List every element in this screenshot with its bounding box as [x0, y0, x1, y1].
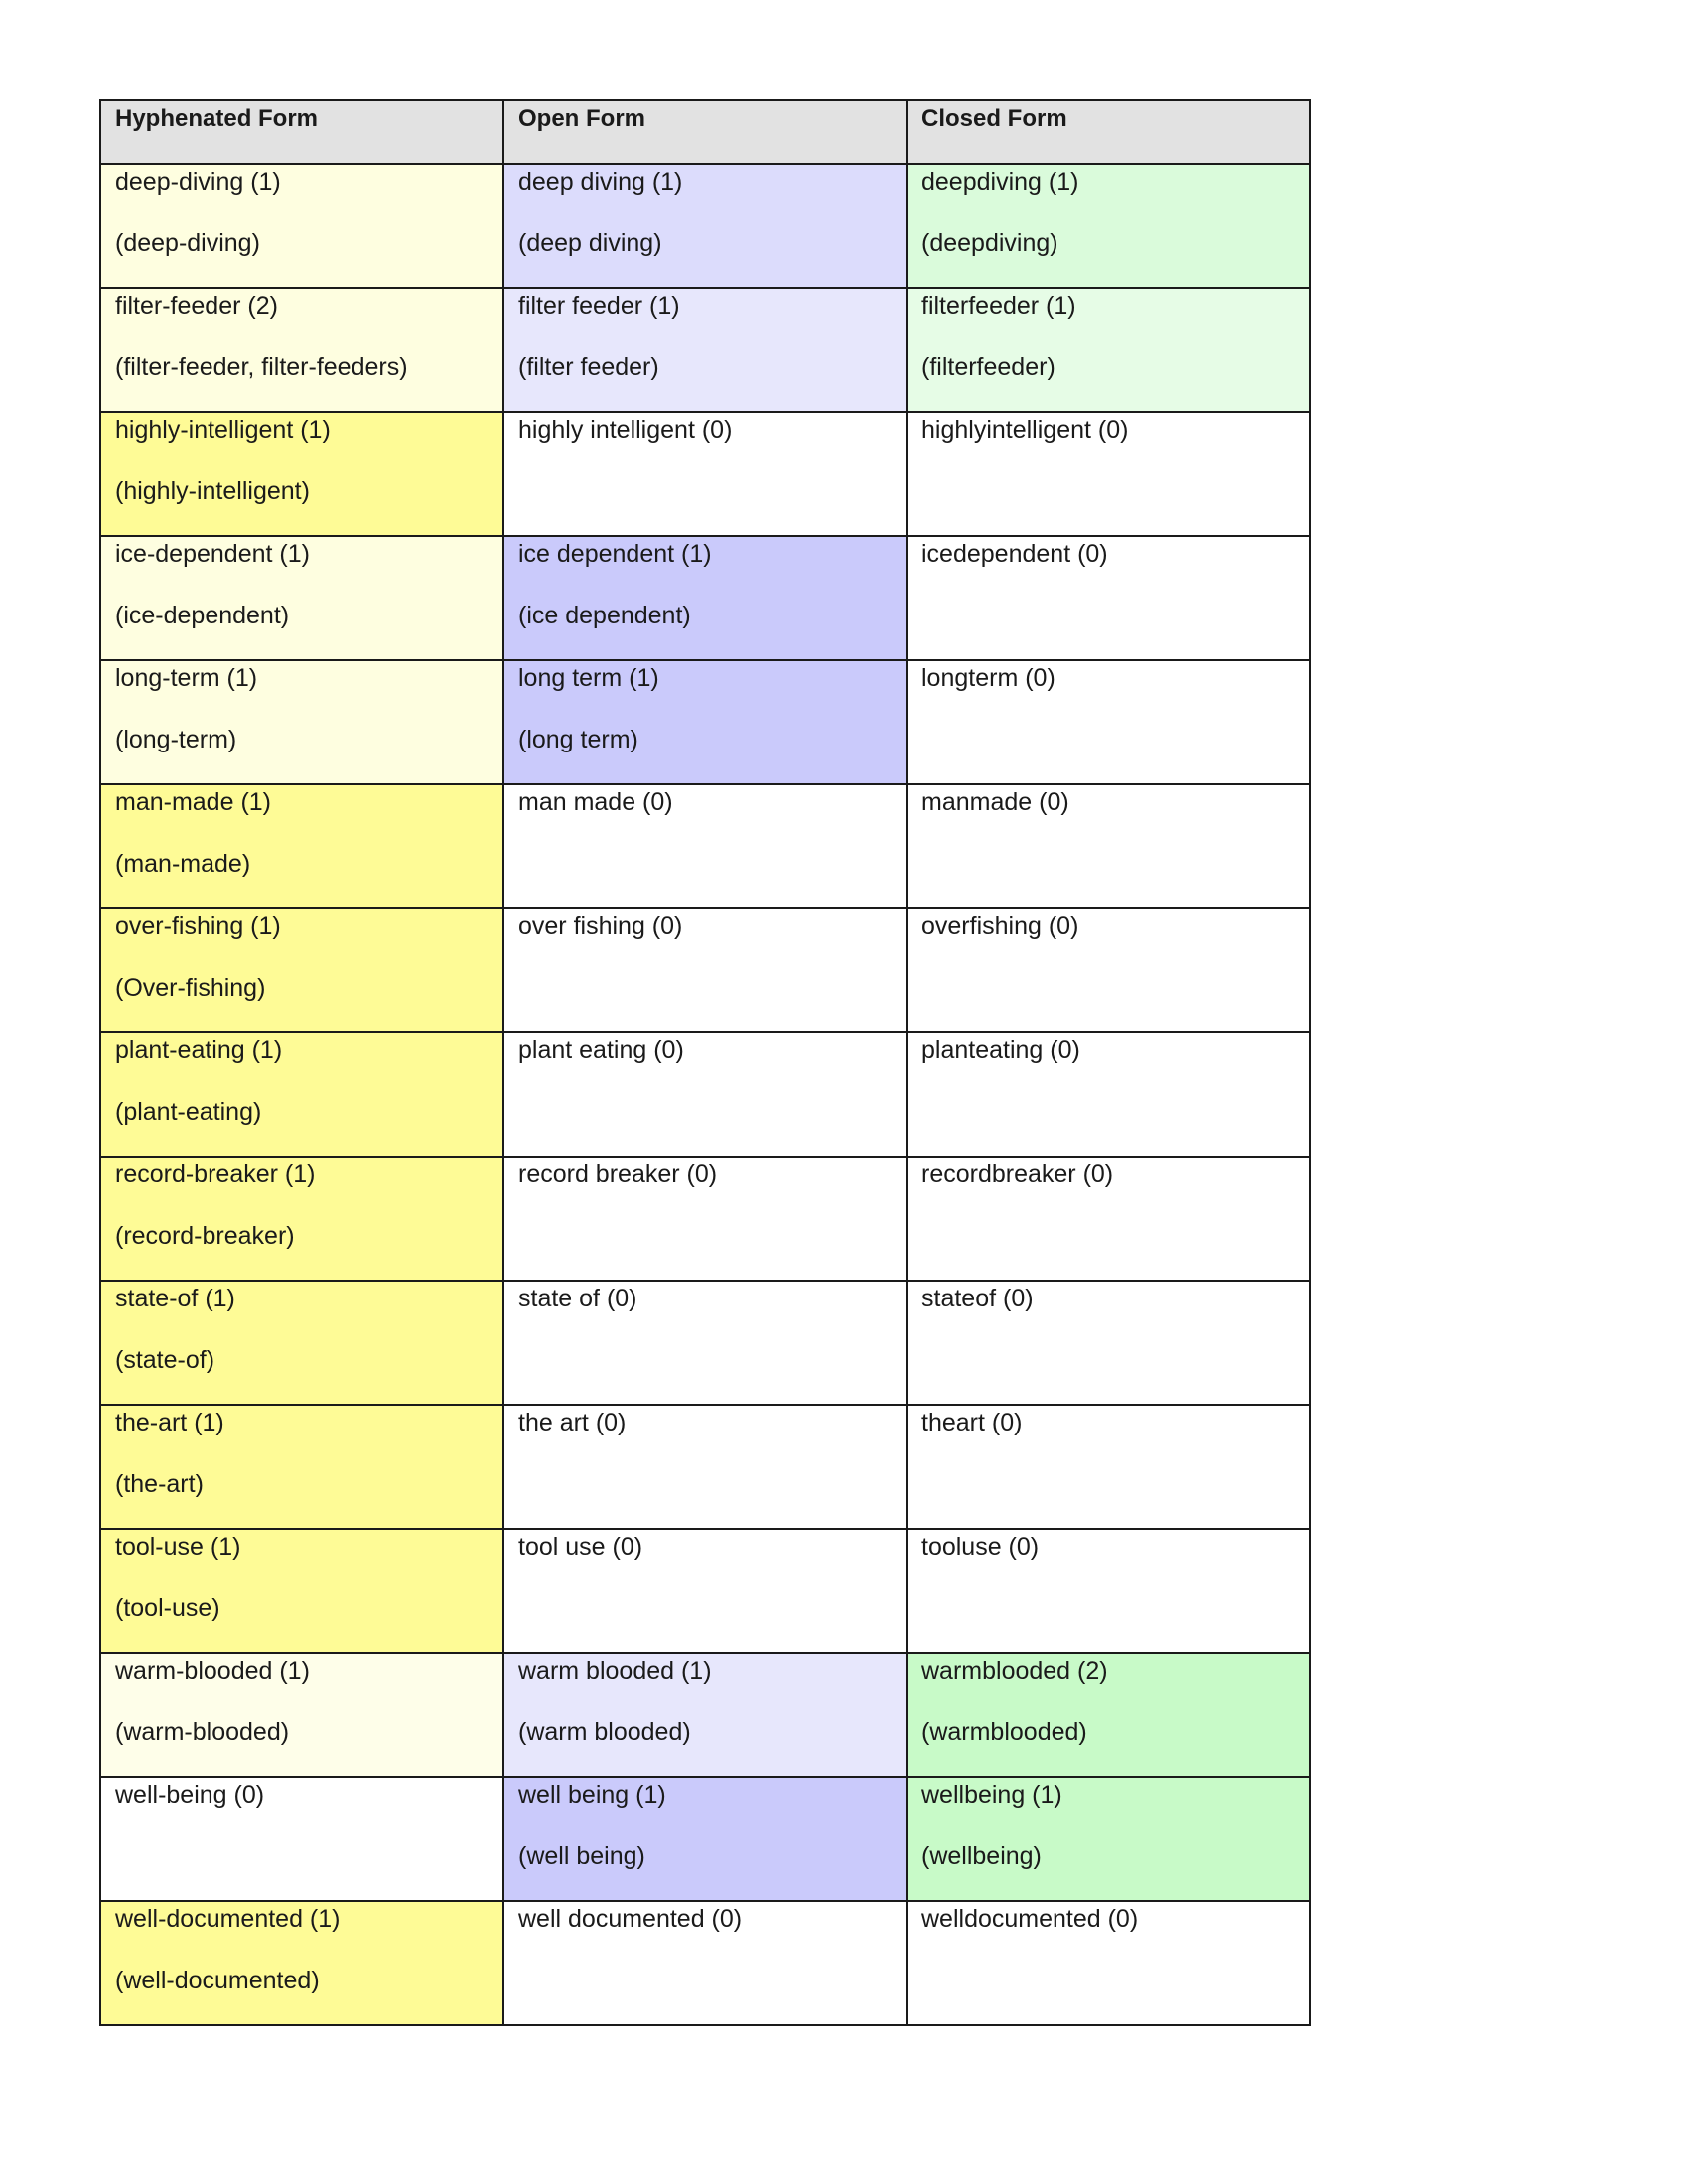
cell-term: highlyintelligent (0): [921, 416, 1129, 444]
cell-example: (Over-fishing): [115, 974, 266, 1003]
cell-term: welldocumented (0): [921, 1905, 1139, 1933]
cell-term: deep diving (1): [518, 168, 683, 196]
closed-cell: [907, 908, 1310, 1032]
table-body: [100, 164, 1310, 2025]
closed-cell: [907, 1405, 1310, 1529]
cell-term: tool-use (1): [115, 1533, 241, 1561]
hyphenated-cell: [100, 536, 503, 660]
cell-term: warmblooded (2): [921, 1657, 1108, 1685]
cell-term: planteating (0): [921, 1036, 1080, 1064]
closed-cell: [907, 1281, 1310, 1405]
closed-cell: [907, 288, 1310, 412]
cell-term: record-breaker (1): [115, 1160, 316, 1188]
cell-term: deep-diving (1): [115, 168, 281, 196]
open-cell: [503, 164, 907, 288]
cell-example: (tool-use): [115, 1594, 220, 1623]
closed-cell: [907, 1901, 1310, 2025]
table-header: [100, 100, 1310, 164]
cell-term: icedependent (0): [921, 540, 1108, 568]
table-row: [100, 1032, 1310, 1157]
closed-cell: [907, 660, 1310, 784]
cell-term: filterfeeder (1): [921, 292, 1076, 320]
cell-term: filter-feeder (2): [115, 292, 278, 320]
cell-example: (warm blooded): [518, 1718, 691, 1747]
cell-term: warm blooded (1): [518, 1657, 712, 1685]
table-row: [100, 784, 1310, 908]
table-row: [100, 1653, 1310, 1777]
cell-example: (ice dependent): [518, 602, 691, 630]
cell-term: man made (0): [518, 788, 673, 816]
hyphenated-cell: [100, 1901, 503, 2025]
closed-cell: [907, 536, 1310, 660]
cell-term: state-of (1): [115, 1285, 235, 1312]
cell-example: (record-breaker): [115, 1222, 295, 1251]
cell-term: theart (0): [921, 1409, 1023, 1436]
cell-term: the art (0): [518, 1409, 627, 1436]
open-cell: [503, 1405, 907, 1529]
open-cell: [503, 412, 907, 536]
cell-term: well-being (0): [115, 1781, 265, 1809]
table-row: [100, 660, 1310, 784]
cell-term: filter feeder (1): [518, 292, 680, 320]
open-cell: [503, 784, 907, 908]
cell-term: long-term (1): [115, 664, 258, 692]
open-cell: [503, 1281, 907, 1405]
header-hyphenated-form: Hyphenated Form: [100, 100, 503, 164]
table-row: [100, 1529, 1310, 1653]
cell-example: (man-made): [115, 850, 251, 879]
cell-example: (filter feeder): [518, 353, 659, 382]
open-cell: [503, 1901, 907, 2025]
open-cell: [503, 288, 907, 412]
hyphenated-cell: [100, 660, 503, 784]
cell-term: longterm (0): [921, 664, 1055, 692]
closed-cell: [907, 412, 1310, 536]
cell-example: (long-term): [115, 726, 237, 754]
hyphenated-cell: [100, 1032, 503, 1157]
cell-example: (the-art): [115, 1470, 204, 1499]
closed-cell: [907, 1529, 1310, 1653]
hyphenated-cell: [100, 1653, 503, 1777]
cell-term: tool use (0): [518, 1533, 643, 1561]
cell-term: over-fishing (1): [115, 912, 281, 940]
cell-example: (long term): [518, 726, 638, 754]
closed-cell: [907, 1777, 1310, 1901]
open-cell: [503, 1777, 907, 1901]
hyphenated-cell: [100, 1777, 503, 1901]
cell-term: the-art (1): [115, 1409, 224, 1436]
table-row: [100, 164, 1310, 288]
closed-cell: [907, 1157, 1310, 1281]
hyphenated-cell: [100, 164, 503, 288]
cell-term: stateof (0): [921, 1285, 1034, 1312]
table-row: [100, 1777, 1310, 1901]
open-cell: [503, 1032, 907, 1157]
cell-term: recordbreaker (0): [921, 1160, 1114, 1188]
closed-cell: [907, 1032, 1310, 1157]
cell-example: (state-of): [115, 1346, 215, 1375]
cell-term: well-documented (1): [115, 1905, 341, 1933]
cell-term: long term (1): [518, 664, 659, 692]
open-cell: [503, 1529, 907, 1653]
open-cell: [503, 660, 907, 784]
cell-term: plant-eating (1): [115, 1036, 283, 1064]
cell-term: tooluse (0): [921, 1533, 1040, 1561]
closed-cell: [907, 1653, 1310, 1777]
cell-term: highly-intelligent (1): [115, 416, 331, 444]
cell-term: state of (0): [518, 1285, 637, 1312]
table-row: [100, 1281, 1310, 1405]
cell-term: warm-blooded (1): [115, 1657, 310, 1685]
closed-cell: [907, 784, 1310, 908]
hyphenated-cell: [100, 908, 503, 1032]
cell-example: (filter-feeder, filter-feeders): [115, 353, 408, 382]
table-row: [100, 1405, 1310, 1529]
cell-example: (filterfeeder): [921, 353, 1055, 382]
cell-example: (warmblooded): [921, 1718, 1087, 1747]
cell-example: (warm-blooded): [115, 1718, 290, 1747]
cell-term: ice-dependent (1): [115, 540, 310, 568]
hyphenated-cell: [100, 1281, 503, 1405]
open-cell: [503, 1157, 907, 1281]
cell-term: wellbeing (1): [921, 1781, 1062, 1809]
open-cell: [503, 1653, 907, 1777]
table-row: [100, 288, 1310, 412]
cell-term: ice dependent (1): [518, 540, 712, 568]
cell-example: (plant-eating): [115, 1098, 262, 1127]
cell-term: well documented (0): [518, 1905, 743, 1933]
table-row: [100, 908, 1310, 1032]
cell-example: (deep-diving): [115, 229, 260, 258]
cell-term: well being (1): [518, 1781, 666, 1809]
closed-cell: [907, 164, 1310, 288]
cell-term: over fishing (0): [518, 912, 683, 940]
cell-example: (highly-intelligent): [115, 478, 310, 506]
cell-term: plant eating (0): [518, 1036, 684, 1064]
cell-term: manmade (0): [921, 788, 1069, 816]
open-cell: [503, 536, 907, 660]
cell-example: (well being): [518, 1843, 645, 1871]
table-row: [100, 412, 1310, 536]
cell-term: highly intelligent (0): [518, 416, 733, 444]
table-row: [100, 1901, 1310, 2025]
header-closed-form: Closed Form: [907, 100, 1310, 164]
cell-term: deepdiving (1): [921, 168, 1079, 196]
compound-forms-table: [99, 99, 1311, 2026]
table-row: [100, 536, 1310, 660]
hyphenated-cell: [100, 784, 503, 908]
hyphenated-cell: [100, 1405, 503, 1529]
hyphenated-cell: [100, 1157, 503, 1281]
cell-example: (ice-dependent): [115, 602, 290, 630]
table-row: [100, 1157, 1310, 1281]
cell-example: (deepdiving): [921, 229, 1058, 258]
header-open-form: Open Form: [503, 100, 907, 164]
header-row: [100, 100, 1310, 164]
cell-example: (well-documented): [115, 1967, 320, 1995]
open-cell: [503, 908, 907, 1032]
hyphenated-cell: [100, 288, 503, 412]
cell-term: record breaker (0): [518, 1160, 718, 1188]
cell-example: (wellbeing): [921, 1843, 1042, 1871]
cell-example: (deep diving): [518, 229, 662, 258]
cell-term: overfishing (0): [921, 912, 1079, 940]
hyphenated-cell: [100, 1529, 503, 1653]
cell-term: man-made (1): [115, 788, 271, 816]
hyphenated-cell: [100, 412, 503, 536]
